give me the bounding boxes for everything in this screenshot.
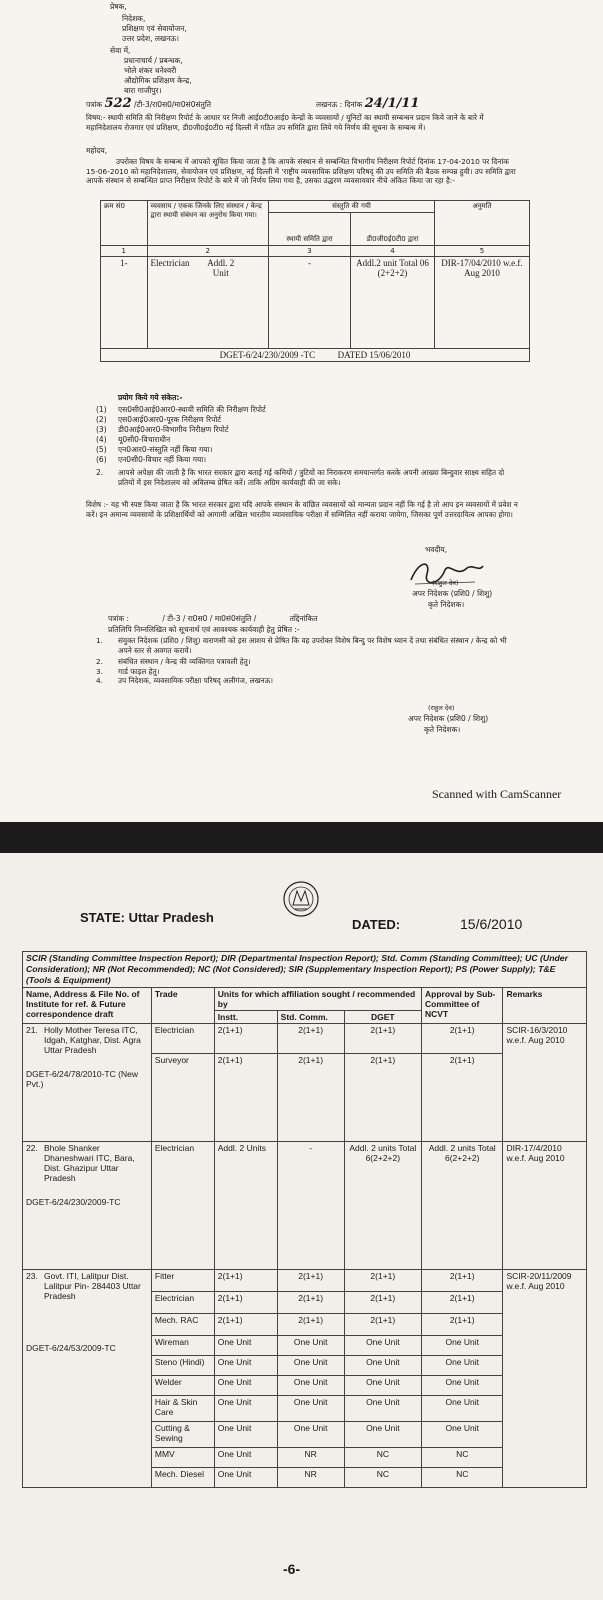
abbreviation-item: (6) एन0सी0-विचार नहीं किया गया। (96, 455, 207, 464)
point-2-number: 2. (96, 468, 104, 477)
copy-item: 2. संबंधित संस्थान / केन्द्र की व्यक्तिगत पत्रावली हेतु। (96, 657, 251, 666)
header-approval: Approval by Sub-Committee of NCVT (422, 988, 503, 1024)
handwritten-date: 24/1/11 (364, 96, 420, 111)
dget-cell: NC (344, 1468, 421, 1488)
row-dget: Addl.2 unit Total 06 (2+2+2) (351, 257, 435, 349)
signer-2-title: अपर निदेशक (प्रशि0 / शिशु) (408, 714, 489, 723)
col-dget: डी0जी0ई0टी0 द्वारा (351, 213, 435, 246)
dget-cell: 2(1+1) (344, 1270, 421, 1292)
col-number: 2 (147, 246, 268, 257)
instt-cell: 2(1+1) (214, 1270, 277, 1292)
trade-cell: Hair & Skin Care (151, 1396, 214, 1422)
std-cell: One Unit (277, 1422, 344, 1448)
approval-cell: 2(1+1) (422, 1024, 503, 1054)
dated-label: DATED: (352, 917, 401, 932)
from-block (122, 14, 187, 44)
scanner-watermark: Scanned with CamScanner (432, 787, 562, 801)
instt-cell: One Unit (214, 1376, 277, 1396)
dget-cell: 2(1+1) (344, 1292, 421, 1314)
trade-cell: Wireman (151, 1336, 214, 1356)
row-trade: Electrician (150, 258, 190, 268)
copy-intro: प्रतिलिपि निम्नलिखित को सूचनार्थ एवं आवश्यक कार्यवाही हेतु प्रेषित :- (108, 625, 300, 634)
abbreviations-title: प्रयोग किये गये संकेत:- (118, 393, 183, 402)
dget-cell: 2(1+1) (344, 1024, 421, 1054)
approval-cell: One Unit (422, 1356, 503, 1376)
abbreviation-item: (1) एस0सी0आई0आर0-स्थायी समिति की निरीक्षण रिपोर्ट (96, 405, 266, 414)
dget-cell: NC (344, 1448, 421, 1468)
std-cell: NR (277, 1448, 344, 1468)
instt-cell: Addl. 2 Units (214, 1142, 277, 1270)
col-approval: अनुमति (434, 201, 529, 246)
std-cell: 2(1+1) (277, 1270, 344, 1292)
signer-2-name: (राहुल देव) (428, 704, 455, 712)
dget-cell: One Unit (344, 1356, 421, 1376)
to-line: बारा गाजीपुर। (124, 86, 162, 95)
body-paragraph: उपरोक्त विषय के सम्बन्ध में आपको सूचित किया जाता है कि आपके संस्थान से सम्बन्धित विभागीय निरीक्षण रिपोर्ट दिनांक 17-04-2010 पर दिनांक 15-06-2010 को महानिदेशालय, सेवायोजन एवं प्रशिक्षण, नई दिल्ली में 'राष्ट्रीय व्यवसायिक प्रशिक्षण परिषद् की उप समिति की बैठक सम्पन्न हुयी। उप समिति द्वारा आपके संस्थान से सम्बन्धित प्राप्त निरीक्षण रिपोर्ट के बारे में जो निर्णय लिया गया है, उसका उद्धरण व्यवसायवार नीचे अंकित किया जा रहा है:- (86, 157, 516, 185)
from-line: प्रशिक्षण एवं सेवायोजन, (122, 24, 187, 33)
signer-title: अपर निदेशक (प्रशि0 / शिशु) (412, 589, 493, 598)
row-units: Addl. 2 Unit (207, 258, 235, 278)
dget-cell: One Unit (344, 1376, 421, 1396)
remarks-cell: SCIR-16/3/2010 w.e.f. Aug 2010 (503, 1024, 587, 1142)
signer-for: कृते निदेशक। (428, 600, 465, 609)
header-institute: Name, Address & File No. of Institute for ref. & Future correspondence draft (23, 988, 152, 1024)
dget-cell: 2(1+1) (344, 1054, 421, 1142)
copy-item: 1. संयुक्त निदेशक (प्रशि0 / शिशु) वाराणसी को इस आशय से प्रेषित कि वह उपरोक्त विशेष बिन्दु पर विशेष ध्यान दें तथा संबंधित संस्थान / केन्द्र को भी अपने स्तर से अवगत करायें। (96, 636, 507, 655)
header-trade: Trade (151, 988, 214, 1024)
ref-number: 522 (104, 96, 132, 111)
annexure-page (0, 853, 603, 1600)
remarks-cell: DIR-17/4/2010 w.e.f. Aug 2010 (503, 1142, 587, 1270)
from-line: उत्तर प्रदेश, लखनऊ। (122, 34, 179, 43)
std-cell: 2(1+1) (277, 1314, 344, 1336)
table-row (23, 1142, 587, 1270)
col-number: 4 (351, 246, 435, 257)
instt-cell: 2(1+1) (214, 1054, 277, 1142)
copy-item: 3. गार्ड फाइल हेतु। (96, 666, 160, 676)
abbreviation-item: (2) एस0आई0आर0-पूरक निरीक्षण रिपोर्ट (96, 415, 222, 424)
instt-cell: One Unit (214, 1356, 277, 1376)
file-number: DGET-6/24/230/2009-TC (26, 1197, 121, 1207)
header-std: Std. Comm. (277, 1011, 344, 1024)
approval-cell: One Unit (422, 1376, 503, 1396)
table-row (23, 1270, 587, 1292)
std-cell: One Unit (277, 1356, 344, 1376)
institute-number: 21. (26, 1025, 38, 1035)
dget-cell: 2(1+1) (344, 1314, 421, 1336)
col-number: 3 (268, 246, 350, 257)
point-2: आपसे अपेक्षा की जाती है कि भारत सरकार द्वारा बताई गई कमियों / त्रुटियों का निराकरण समयान्तर्गत करके अपनी आख्या बिन्दुवार साक्ष्य सहित दो प्रतियों में इस निदेशालय को अविलम्ब प्रेषित करें। ताकि अग्रिम कार्यवाही की जा सके। (118, 468, 505, 487)
copy-item: 4. उप निदेशक, व्यवसायिक परीक्षा परिषद् अलीगंज, लखनऊ। (96, 676, 274, 685)
instt-cell: One Unit (214, 1336, 277, 1356)
from-label: प्रेषक, (110, 2, 127, 11)
header-instt: Instt. (214, 1011, 277, 1024)
ref-prefix: पत्रांक (86, 100, 103, 109)
dget-cell: One Unit (344, 1396, 421, 1422)
std-cell: 2(1+1) (277, 1054, 344, 1142)
recommendation-table (100, 200, 530, 362)
subject: विषय:- स्थायी समिति की निरीक्षण रिपोर्ट के आधार पर निजी आई0टी0आई0 केन्द्रों के व्यवसायों / यूनिटों का स्थायी सम्बन्धन प्रदान किये जाने के बारे में महानिदेशालय रोजगार एवं प्रशिक्षण, डी0जी0ई0टी0 नई दिल्ली में गठित उप समिति द्वारा लिये गये निर्णय की सूचना के सम्बन्ध में। (86, 113, 484, 132)
approval-cell: Addl. 2 units Total 6(2+2+2) (422, 1142, 503, 1270)
col-number: 1 (101, 246, 148, 257)
trade-cell: Welder (151, 1376, 214, 1396)
instt-cell: 2(1+1) (214, 1292, 277, 1314)
special-note: विशेष :- यह भी स्पष्ट किया जाता है कि भारत सरकार द्वारा यदि आपके संस्थान के वांछित व्यवसायों को मान्यता प्रदान नहीं कि गई है तो आप इन व्यवसायों में प्रवेश न करें। इन अमान्य व्यवसायों के प्रशिक्षार्थियों को आगामी अखिल भारतीय व्यावसायिक परीक्षा में सम्मिलित नहीं कराया जायेगा, जिसका पूर्ण उत्तरदायित्व आपका होगा। (86, 500, 518, 519)
institute-cell (23, 1270, 152, 1488)
std-cell: One Unit (277, 1336, 344, 1356)
abbreviation-item: (5) एन0आर0-संस्तुति नहीं किया गया। (96, 445, 213, 454)
institute-cell (23, 1024, 152, 1142)
from-line: निदेशक, (122, 14, 146, 23)
trade-cell: Cutting & Sewing (151, 1422, 214, 1448)
row-sno: 1- (101, 257, 148, 349)
approval-cell: 2(1+1) (422, 1292, 503, 1314)
institute-number: 23. (26, 1271, 38, 1281)
trade-cell: Electrician (151, 1142, 214, 1270)
approval-cell: 2(1+1) (422, 1314, 503, 1336)
approval-cell: 2(1+1) (422, 1270, 503, 1292)
std-cell: 2(1+1) (277, 1024, 344, 1054)
file-number: DGET-6/24/53/2009-TC (26, 1343, 116, 1353)
trade-cell: Mech. Diesel (151, 1468, 214, 1488)
trade-cell: Electrician (151, 1292, 214, 1314)
table-footer: DGET-6/24/230/2009 -TC DATED 15/06/2010 (101, 349, 530, 362)
trade-cell: Fitter (151, 1270, 214, 1292)
to-label: सेवा में, (110, 46, 131, 55)
trade-cell: MMV (151, 1448, 214, 1468)
std-cell: One Unit (277, 1376, 344, 1396)
institute-number: 22. (26, 1143, 38, 1153)
instt-cell: One Unit (214, 1396, 277, 1422)
row-trade-units (147, 257, 268, 349)
national-emblem-icon (281, 879, 321, 919)
to-line: औद्योगिक प्रशिक्षण केन्द्र, (124, 76, 192, 85)
approval-cell: One Unit (422, 1336, 503, 1356)
affiliation-table (22, 951, 587, 1488)
dget-cell: One Unit (344, 1422, 421, 1448)
instt-cell: 2(1+1) (214, 1314, 277, 1336)
approval-cell: NC (422, 1448, 503, 1468)
institute-name: Bhole Shanker Dhaneshwari ITC, Bara, Dist. Ghazipur Uttar Pradesh (44, 1143, 135, 1183)
col-recommendation: संस्तुति की गयी (268, 201, 434, 213)
abbreviation-item: (3) डी0आई0आर0-विभागीय निरीक्षण रिपोर्ट (96, 425, 229, 434)
table-row (23, 1024, 587, 1054)
row-standing: - (268, 257, 350, 349)
dget-cell: One Unit (344, 1336, 421, 1356)
std-cell: NR (277, 1468, 344, 1488)
copy-reference: पत्रांक : / टी-3 / रा0स0 / मा0सं0संतुति / तद्दिनांकित (108, 614, 318, 623)
trade-cell: Surveyor (151, 1054, 214, 1142)
approval-cell: 2(1+1) (422, 1054, 503, 1142)
file-number: DGET-6/24/78/2010-TC (New Pvt.) (26, 1069, 138, 1089)
col-standing-committee: स्थायी समिति द्वारा (268, 213, 350, 246)
legend: SCIR (Standing Committee Inspection Report); DIR (Departmental Inspection Report); Std. Comm (Standing Committee); UC (Under Consideration); NR (Not Recommended); NC (Not Considered); SIR (Supplementary Inspection Report); PS (Power Supply); T&E (Tools & Equipment) (23, 952, 587, 988)
state-title: STATE: Uttar Pradesh (80, 910, 214, 925)
place-date-prefix: लखनऊ : दिनांक (316, 100, 363, 109)
abbreviations-list (96, 405, 266, 465)
to-block (124, 56, 192, 96)
institute-name: Holly Mother Teresa ITC, Idgah, Katghar, Dist. Agra Uttar Pradesh (44, 1025, 141, 1055)
signer-2-for: कृते निदेशक। (424, 725, 461, 734)
std-cell: - (277, 1142, 344, 1270)
trade-cell: Steno (Hindi) (151, 1356, 214, 1376)
reference-line (86, 96, 212, 111)
abbreviation-item: (4) यू0सी0-विचाराधीन (96, 435, 171, 444)
salutation: महोदय, (86, 146, 108, 155)
signer-name: (राहुल देव) (432, 579, 459, 587)
approval-cell: One Unit (422, 1422, 503, 1448)
copy-list (96, 636, 521, 686)
instt-cell: One Unit (214, 1422, 277, 1448)
approval-cell: NC (422, 1468, 503, 1488)
col-trade: व्यवसाय / एकक जिनके लिए संस्थान / केन्द्र द्वारा स्थायी संबंधन का अनुरोध किया गया। (147, 201, 268, 246)
std-cell: One Unit (277, 1396, 344, 1422)
header-dget: DGET (344, 1011, 421, 1024)
to-line: भोले शंकर धनेश्वरी (124, 66, 177, 75)
dget-cell: Addl. 2 units Total 6(2+2+2) (344, 1142, 421, 1270)
trade-cell: Mech. RAC (151, 1314, 214, 1336)
instt-cell: One Unit (214, 1448, 277, 1468)
ref-suffix: /टी-3/रा0स0/मा0सं0संतुति (134, 100, 212, 109)
col-number: 5 (434, 246, 529, 257)
page-number: -6- (283, 1561, 301, 1577)
closing: भवदीय, (425, 545, 448, 554)
instt-cell: 2(1+1) (214, 1024, 277, 1054)
header-units: Units for which affiliation sought / recommended by (214, 988, 421, 1011)
std-cell: 2(1+1) (277, 1292, 344, 1314)
remarks-cell: SCIR-20/11/2009 w.e.f. Aug 2010 (503, 1270, 587, 1488)
to-line: प्रधानाचार्य / प्रबन्धक, (124, 56, 183, 65)
col-sno: क्रम सं0 (101, 201, 148, 246)
institute-cell (23, 1142, 152, 1270)
header-remarks: Remarks (503, 988, 587, 1024)
trade-cell: Electrician (151, 1024, 214, 1054)
instt-cell: One Unit (214, 1468, 277, 1488)
place-date (316, 96, 420, 111)
approval-cell: One Unit (422, 1396, 503, 1422)
institute-name: Govt. ITI, Lalitpur Dist. Lalitpur Pin- 284403 Uttar Pradesh (44, 1271, 141, 1301)
row-approval: DIR-17/04/2010 w.e.f. Aug 2010 (434, 257, 529, 349)
dated-value: 15/6/2010 (460, 916, 523, 932)
